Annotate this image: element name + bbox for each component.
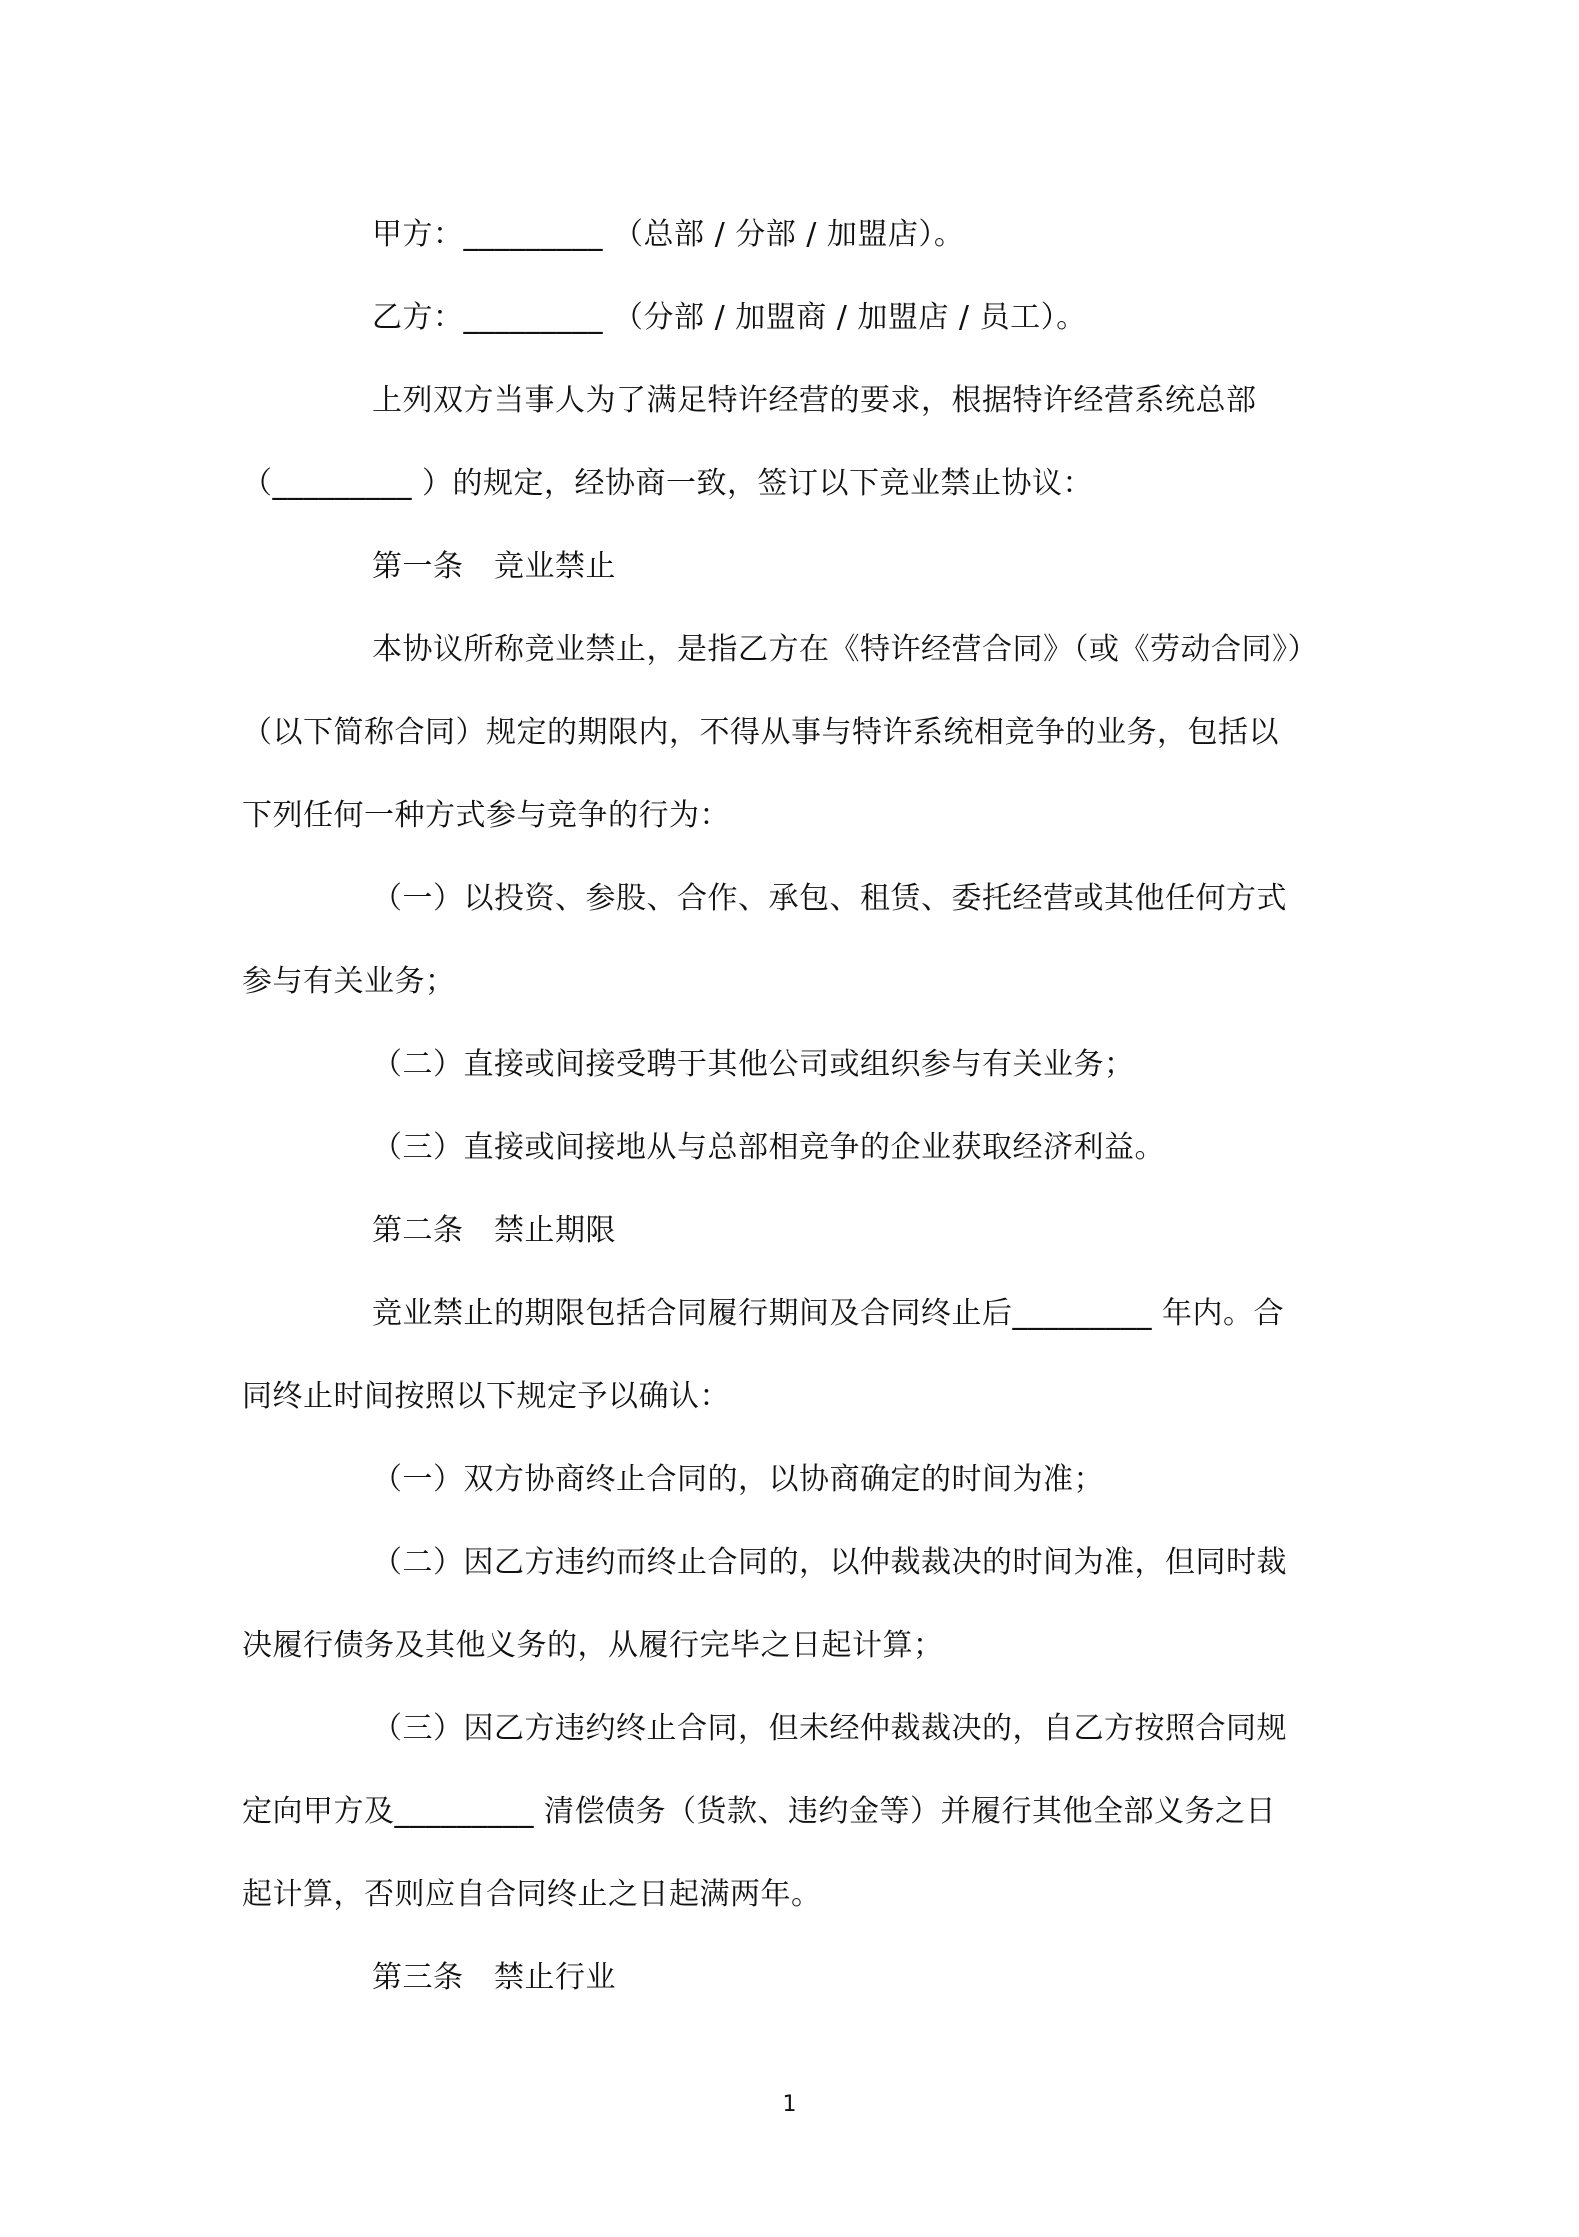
article-2-item-3-line-1: （三）因乙方违约终止合同，但未经仲裁裁决的，自乙方按照合同规	[372, 1711, 1287, 1746]
article-1-item-1-line-2: 参与有关业务；	[242, 964, 456, 999]
article-2-item-2-line-2: 决履行债务及其他义务的，从履行完毕之日起计算；	[242, 1628, 944, 1663]
article-1-para-line-3: 下列任何一种方式参与竞争的行为：	[242, 798, 730, 833]
article-1-heading: 第一条 竞业禁止	[372, 549, 616, 584]
preamble-line-2: （_________ ）的规定，经协商一致，签订以下竞业禁止协议：	[242, 466, 1094, 501]
article-1-item-2: （二）直接或间接受聘于其他公司或组织参与有关业务；	[372, 1047, 1135, 1082]
article-2-item-2-line-1: （二）因乙方违约而终止合同的，以仲裁裁决的时间为准，但同时裁	[372, 1545, 1287, 1580]
article-1-item-1-line-1: （一）以投资、参股、合作、承包、租赁、委托经营或其他任何方式	[372, 881, 1287, 916]
party-a-line: 甲方：_________ （总部 / 分部 / 加盟店）。	[372, 217, 965, 252]
article-2-para-line-2: 同终止时间按照以下规定予以确认：	[242, 1379, 730, 1414]
article-2-heading: 第二条 禁止期限	[372, 1213, 616, 1248]
article-1-item-3: （三）直接或间接地从与总部相竞争的企业获取经济利益。	[372, 1130, 1165, 1165]
preamble-line-1: 上列双方当事人为了满足特许经营的要求，根据特许经营系统总部	[372, 383, 1257, 418]
article-3-heading: 第三条 禁止行业	[372, 1960, 616, 1995]
party-b-line: 乙方：_________ （分部 / 加盟商 / 加盟店 / 员工）。	[372, 300, 1087, 335]
article-1-para-line-2: （以下简称合同）规定的期限内，不得从事与特许系统相竞争的业务，包括以	[242, 715, 1279, 750]
page-number: 1	[782, 2092, 797, 2117]
article-1-para-line-1: 本协议所称竞业禁止，是指乙方在《特许经营合同》（或《劳动合同》）	[372, 632, 1318, 667]
article-2-para-line-1: 竞业禁止的期限包括合同履行期间及合同终止后_________ 年内。合	[372, 1296, 1285, 1331]
article-2-item-3-line-2: 定向甲方及_________ 清偿债务（货款、违约金等）并履行其他全部义务之日	[242, 1794, 1277, 1829]
article-2-item-3-line-3: 起计算，否则应自合同终止之日起满两年。	[242, 1877, 822, 1912]
article-2-item-1: （一）双方协商终止合同的，以协商确定的时间为准；	[372, 1462, 1104, 1497]
